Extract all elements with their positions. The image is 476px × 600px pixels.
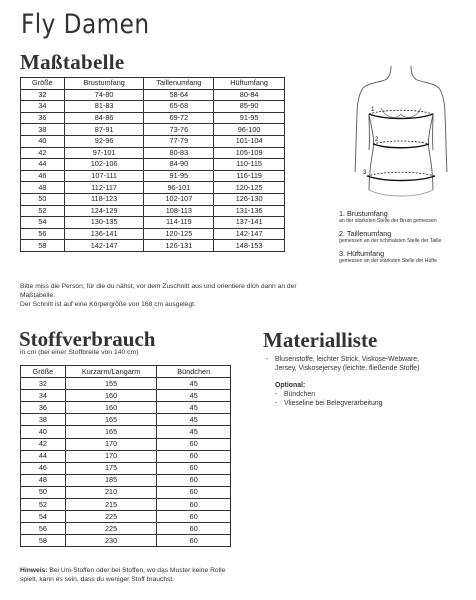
size-chart-cell: 108-113	[144, 205, 214, 217]
legend-label: 3. Hüftumfang	[339, 249, 385, 258]
masse-section-title: Maßtabelle	[20, 50, 125, 74]
fabric-table-row	[21, 535, 231, 547]
size-chart-cell: 32	[21, 89, 65, 101]
fabric-table-row	[21, 462, 231, 474]
size-chart-cell: 137-141	[214, 217, 285, 229]
fabric-table-cell: 225	[65, 511, 157, 523]
size-chart-cell: 120-125	[214, 182, 285, 194]
size-chart-cell: 80-84	[214, 89, 285, 101]
size-chart-cell: 84-86	[64, 112, 144, 124]
optional-item-label: Vlieseline bei Belegverarbeitung	[284, 400, 383, 408]
size-chart-cell: 130-135	[64, 217, 144, 229]
fabric-table-header-cell: Größe	[21, 366, 66, 378]
size-chart-cell: 58-64	[144, 89, 214, 101]
fabric-table-row	[21, 450, 231, 462]
legend-label: 1. Brustumfang	[339, 209, 388, 218]
size-chart-cell: 112-117	[64, 182, 144, 194]
size-chart-cell: 40	[21, 135, 65, 147]
legend-label: 2. Taillenumfang	[339, 229, 392, 238]
size-chart-row	[21, 135, 285, 147]
masse-note-line-1: Bitte miss die Person, für die du nähst, vor dem Zuschnitt aus und orientiere dich dann an der Maßtabelle.	[20, 283, 297, 299]
fabric-table-row	[21, 414, 231, 426]
fabric-table-cell: 60	[157, 462, 231, 474]
fabric-table-cell: 60	[157, 511, 231, 523]
size-chart-cell: 96-100	[214, 124, 285, 136]
body-measurement-figure	[345, 64, 457, 204]
size-chart-row	[21, 159, 285, 171]
fabric-table-cell: 44	[21, 450, 66, 462]
stoff-section-title: Stoffverbrauch	[19, 327, 156, 351]
size-chart-cell: 96-101	[144, 182, 214, 194]
list-dash: -	[266, 356, 269, 363]
size-chart-cell: 34	[21, 101, 65, 113]
size-chart-row	[21, 205, 285, 217]
size-chart-cell: 42	[21, 147, 65, 159]
legend-item-waist	[339, 229, 476, 244]
size-chart-cell: 105-109	[214, 147, 285, 159]
fabric-table-cell: 45	[157, 426, 231, 438]
fabric-table-header-cell: Bündchen	[157, 366, 231, 378]
document-title: Fly Damen	[21, 9, 150, 40]
fabric-table-cell: 215	[65, 499, 157, 511]
legend-description: an der stärksten Stelle der Brust gemessen	[339, 218, 437, 224]
fabric-table-cell: 155	[65, 378, 157, 390]
size-chart-cell: 126-130	[214, 193, 285, 205]
fabric-table-cell: 60	[157, 535, 231, 547]
size-chart-cell: 54	[21, 217, 65, 229]
size-chart-cell: 124-129	[64, 205, 144, 217]
material-item-line-2: Jersey, Viskosejersey (leichte, fließende Stoffe)	[275, 365, 420, 373]
fabric-table-cell: 45	[157, 390, 231, 402]
fabric-table-cell: 54	[21, 511, 66, 523]
size-chart-row	[21, 193, 285, 205]
size-chart-cell: 44	[21, 159, 65, 171]
size-chart-cell: 65-68	[144, 101, 214, 113]
fabric-table-header-cell: Kurzarm/Langarm	[65, 366, 157, 378]
fabric-table-cell: 60	[157, 486, 231, 498]
fabric-table-cell: 230	[65, 535, 157, 547]
fabric-note	[20, 566, 250, 584]
fabric-table-cell: 175	[65, 462, 157, 474]
fabric-table-cell: 40	[21, 426, 66, 438]
size-chart-cell: 102-107	[144, 193, 214, 205]
size-chart-cell: 92-96	[64, 135, 144, 147]
size-chart-cell: 126-131	[144, 240, 214, 252]
waist-measure-line	[373, 141, 429, 148]
size-chart-header-cell: Größe	[21, 78, 65, 90]
size-chart-header-cell: Brustumfang	[64, 78, 144, 90]
legend-description: gemessen an der schmalsten Stelle der Taille	[339, 238, 442, 244]
fabric-table-cell: 60	[157, 523, 231, 535]
fabric-table-cell: 165	[65, 414, 157, 426]
measurement-legend	[339, 209, 476, 269]
fabric-table-cell: 38	[21, 414, 66, 426]
size-chart-cell: 120-125	[144, 228, 214, 240]
fabric-table-header-row	[21, 366, 231, 378]
fabric-table-cell: 52	[21, 499, 66, 511]
size-chart-header-cell: Hüftumfang	[214, 78, 285, 90]
fabric-table-row	[21, 474, 231, 486]
size-chart-cell: 118-123	[64, 193, 144, 205]
size-chart-cell: 87-91	[64, 124, 144, 136]
optional-item	[266, 399, 471, 408]
size-chart-cell: 80-83	[144, 147, 214, 159]
fabric-table-cell: 58	[21, 535, 66, 547]
size-chart-cell: 36	[21, 112, 65, 124]
fabric-table-cell: 60	[157, 499, 231, 511]
masse-note	[20, 282, 320, 309]
material-section-title: Materialliste	[263, 328, 378, 352]
size-chart-cell: 85-90	[214, 101, 285, 113]
fabric-note-line-1: Bei Uni-Stoffen oder bei Stoffen, wo das Muster keine Rolle	[47, 567, 226, 574]
fabric-table-cell: 48	[21, 474, 66, 486]
fabric-table-cell: 32	[21, 378, 66, 390]
fabric-consumption-table	[20, 365, 231, 547]
figure-mark-1: 1	[371, 107, 375, 113]
size-chart-cell: 97-101	[64, 147, 144, 159]
size-chart-row	[21, 89, 285, 101]
fabric-table-cell: 34	[21, 390, 66, 402]
size-chart-row	[21, 147, 285, 159]
fabric-table-cell: 45	[157, 402, 231, 414]
size-chart-header-cell: Taillenumfang	[144, 78, 214, 90]
legend-item-hip	[339, 249, 476, 264]
size-chart-table	[20, 77, 285, 252]
fabric-table-cell: 46	[21, 462, 66, 474]
fabric-table-cell: 225	[65, 523, 157, 535]
fabric-table-cell: 170	[65, 450, 157, 462]
fabric-table-row	[21, 499, 231, 511]
size-chart-row	[21, 124, 285, 136]
size-chart-cell: 102-106	[64, 159, 144, 171]
size-chart-cell: 91-95	[144, 170, 214, 182]
size-chart-cell: 38	[21, 124, 65, 136]
size-chart-cell: 114-119	[144, 217, 214, 229]
fabric-table-cell: 45	[157, 414, 231, 426]
optional-label: Optional:	[275, 381, 306, 389]
fabric-table-row	[21, 523, 231, 535]
figure-mark-3: 3	[363, 170, 367, 176]
hip-measure-line	[367, 172, 435, 180]
size-chart-cell: 116-119	[214, 170, 285, 182]
size-chart-cell: 91-95	[214, 112, 285, 124]
fabric-table-cell: 36	[21, 402, 66, 414]
fabric-table-row	[21, 390, 231, 402]
fabric-table-cell: 60	[157, 474, 231, 486]
size-chart-row	[21, 240, 285, 252]
fabric-table-cell: 210	[65, 486, 157, 498]
fabric-table-row	[21, 486, 231, 498]
size-chart-cell: 52	[21, 205, 65, 217]
size-chart-cell: 58	[21, 240, 65, 252]
optional-item	[266, 390, 471, 399]
size-chart-cell: 101-104	[214, 135, 285, 147]
size-chart-cell: 131-136	[214, 205, 285, 217]
fabric-table-cell: 160	[65, 402, 157, 414]
figure-mark-2: 2	[375, 137, 379, 143]
size-chart-cell: 110-115	[214, 159, 285, 171]
optional-item-label: Bündchen	[284, 390, 316, 398]
size-chart-row	[21, 170, 285, 182]
size-chart-cell: 74-80	[64, 89, 144, 101]
size-chart-cell: 142-147	[64, 240, 144, 252]
material-item	[266, 355, 471, 374]
fabric-table-cell: 160	[65, 390, 157, 402]
fabric-table-row	[21, 438, 231, 450]
size-chart-cell: 48	[21, 182, 65, 194]
size-chart-cell: 69-72	[144, 112, 214, 124]
fabric-note-line-2: spielt, kann es sein, dass du weniger Stoff brauchst.	[20, 576, 175, 583]
fabric-table-row	[21, 511, 231, 523]
size-chart-cell: 142-147	[214, 228, 285, 240]
size-chart-row	[21, 228, 285, 240]
size-chart-cell: 84-90	[144, 159, 214, 171]
size-chart-row	[21, 182, 285, 194]
size-chart-row	[21, 112, 285, 124]
fabric-table-row	[21, 426, 231, 438]
material-list	[266, 355, 471, 408]
fabric-table-cell: 42	[21, 438, 66, 450]
size-chart-cell: 46	[21, 170, 65, 182]
legend-description: gemessen an der stärksten Stelle der Hüfte	[339, 258, 437, 264]
fabric-table-row	[21, 378, 231, 390]
list-dash: -	[275, 390, 278, 398]
size-chart-header-row	[21, 78, 285, 90]
fabric-table-cell: 60	[157, 450, 231, 462]
fabric-table-cell: 50	[21, 486, 66, 498]
size-chart-row	[21, 101, 285, 113]
list-dash: -	[275, 400, 278, 408]
size-chart-cell: 148-153	[214, 240, 285, 252]
size-chart-cell: 50	[21, 193, 65, 205]
size-chart-cell: 77-79	[144, 135, 214, 147]
material-item-line-1: Blusenstoffe, leichter Strick, Viskose-Webware,	[275, 356, 419, 363]
fabric-note-label: Hinweis:	[20, 567, 48, 574]
fabric-table-cell: 165	[65, 426, 157, 438]
size-chart-cell: 73-76	[144, 124, 214, 136]
fabric-table-cell: 185	[65, 474, 157, 486]
fabric-table-cell: 60	[157, 438, 231, 450]
legend-item-bust	[339, 209, 476, 224]
stoff-subtitle: in cm (bei einer Stoffbreite von 140 cm)	[20, 349, 139, 356]
size-chart-cell: 136-141	[64, 228, 144, 240]
masse-note-line-2: Der Schnitt ist auf eine Körpergröße von 168 cm ausgelegt.	[20, 301, 196, 308]
size-chart-cell: 81-83	[64, 101, 144, 113]
size-chart-cell: 56	[21, 228, 65, 240]
fabric-table-cell: 170	[65, 438, 157, 450]
fabric-table-cell: 56	[21, 523, 66, 535]
size-chart-cell: 107-111	[64, 170, 144, 182]
fabric-table-row	[21, 402, 231, 414]
fabric-table-cell: 45	[157, 378, 231, 390]
size-chart-row	[21, 217, 285, 229]
